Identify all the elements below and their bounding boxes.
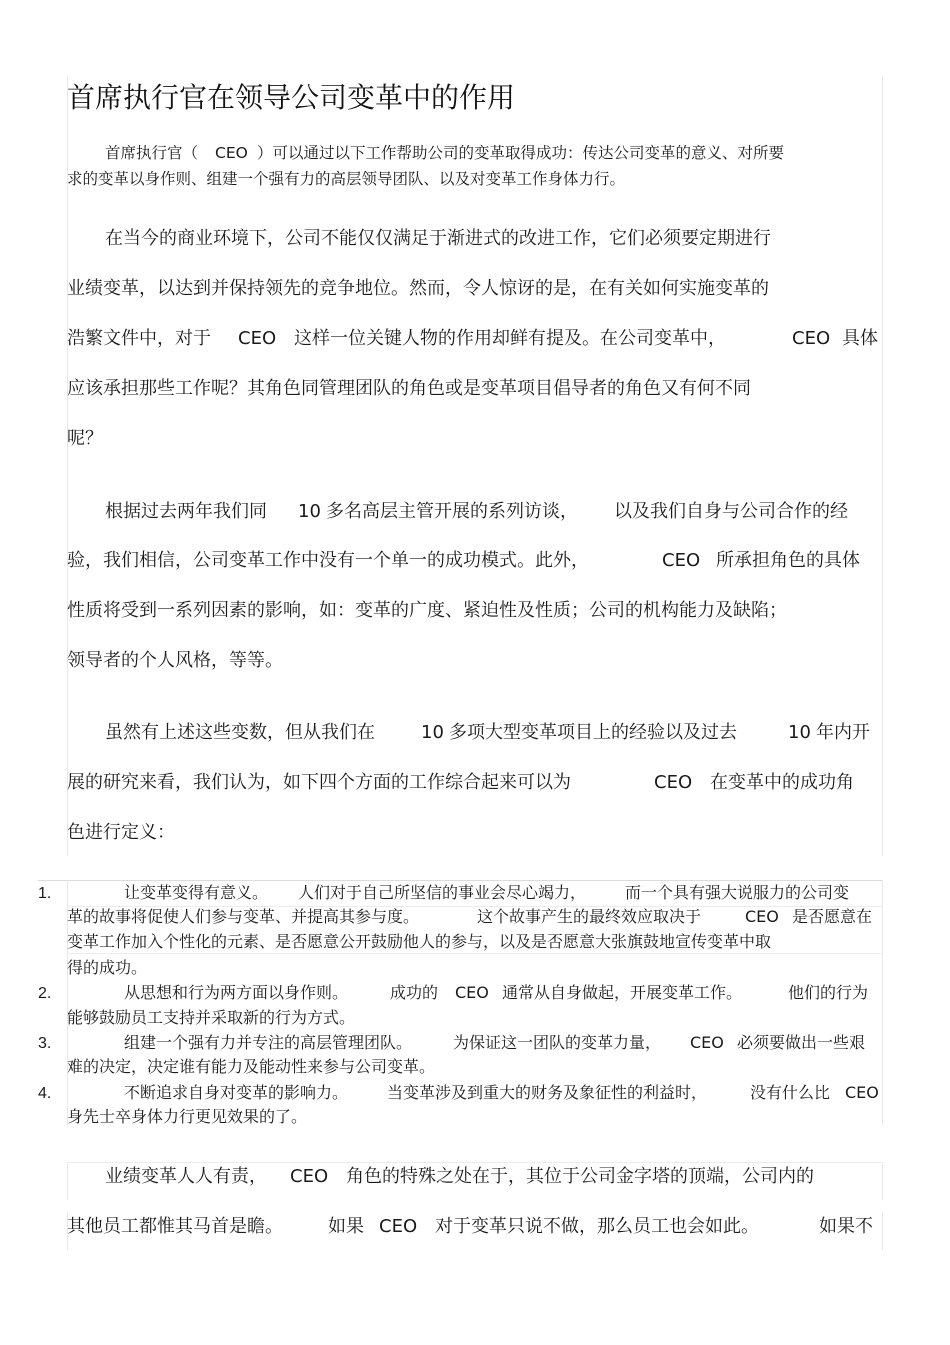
- paragraph-line: 这样一位关键人物的作用却鲜有提及。在公司变革中，: [294, 328, 726, 349]
- list-item-text: 组建一个强有力并专注的高层管理团队。: [124, 1033, 413, 1052]
- paragraph-line: 性质将受到一系列因素的影响，如：变革的广度、紧迫性及性质；公司的机构能力及缺陷；: [67, 600, 787, 621]
- list-item-text: 必须要做出一些艰: [737, 1033, 866, 1052]
- list-number: 3.: [38, 1035, 52, 1052]
- para-rule: [67, 1162, 882, 1163]
- frame-line-left: [67, 1162, 68, 1200]
- paragraph-line: 领导者的个人风格，等等。: [67, 650, 283, 671]
- list-line-right: [882, 880, 883, 1125]
- page-title: 首席执行官在领导公司变革中的作用: [67, 81, 516, 114]
- list-number: 4.: [38, 1085, 52, 1102]
- paragraph-line: 多名高层主管开展的系列访谈，: [326, 501, 578, 522]
- list-item-text: 让变革变得有意义。: [124, 883, 269, 902]
- paragraph-line: 验，我们相信，公司变革工作中没有一个单一的成功模式。此外，: [67, 550, 589, 571]
- paragraph-line: 角色的特殊之处在于，其位于公司金字塔的顶端，公司内的: [346, 1166, 814, 1187]
- list-item-text: 不断追求自身对变革的影响力。: [124, 1083, 349, 1102]
- list-number: 1.: [38, 885, 52, 902]
- list-item-text: 这个故事产生的最终效应取决于: [477, 907, 702, 926]
- paragraph-line: 所承担角色的具体: [716, 550, 860, 571]
- paragraph-line: CEO: [238, 328, 277, 349]
- paragraph-line: CEO: [792, 328, 831, 349]
- list-row-rule: [67, 953, 882, 954]
- paragraph-line: 展的研究来看，我们认为，如下四个方面的工作综合起来可以为: [67, 772, 571, 793]
- paragraph-line: 年内开: [816, 722, 870, 743]
- list-item-text: 为保证这一团队的变革力量，: [453, 1033, 662, 1052]
- paragraph-line: 10: [298, 501, 321, 522]
- list-item-text: 没有什么比: [750, 1083, 831, 1102]
- paragraph-line: 10: [788, 722, 811, 743]
- list-item-text: 变革工作加入个性化的元素、是否愿意公开鼓励他人的参与，以及是否愿意大张旗鼓地宣传变革中取: [67, 932, 772, 951]
- paragraph-line: 呢？: [67, 428, 103, 449]
- list-item-text: 人们对于自己所坚信的事业会尽心竭力，: [298, 883, 587, 902]
- list-item-text: 得的成功。: [67, 958, 148, 977]
- paragraph-line: 色进行定义：: [67, 822, 175, 843]
- paragraph-line: 具体: [842, 328, 878, 349]
- list-item-text: 通常从自身做起，开展变革工作。: [502, 983, 743, 1002]
- list-item-text: 当变革涉及到重大的财务及象征性的利益时，: [387, 1083, 708, 1102]
- list-item-text: 而一个具有强大说服力的公司变: [625, 883, 850, 902]
- list-item-text: CEO: [745, 907, 779, 926]
- list-item-text: 从思想和行为两方面以身作则。: [124, 983, 349, 1002]
- list-item-text: 身先士卒身体力行更见效果的了。: [67, 1107, 308, 1126]
- paragraph-line: 应该承担那些工作呢？其角色同管理团队的角色或是变革项目倡导者的角色又有何不同: [67, 378, 751, 399]
- list-item-text: 是否愿意在: [792, 907, 873, 926]
- paragraph-line: 多项大型变革项目上的经验以及过去: [449, 722, 737, 743]
- list-item-text: 成功的: [390, 983, 439, 1002]
- paragraph-line: 业绩变革人人有责，: [105, 1166, 267, 1187]
- frame-line-right: [882, 1212, 883, 1250]
- paragraph-line: CEO: [662, 550, 701, 571]
- paragraph-line: 其他员工都惟其马首是瞻。: [67, 1216, 283, 1237]
- paragraph-line: 如果: [328, 1216, 364, 1237]
- summary-text: ）可以通过以下工作帮助公司的变革取得成功：传达公司变革的意义、对所要: [257, 144, 785, 162]
- frame-line-left: [67, 76, 68, 856]
- frame-line-right: [882, 1162, 883, 1200]
- paragraph-line: 业绩变革，以达到并保持领先的竞争地位。然而，令人惊讶的是，在有关如何实施变革的: [67, 278, 769, 299]
- paragraph-line: 根据过去两年我们同: [105, 501, 267, 522]
- list-item-text: 难的决定，决定谁有能力及能动性来参与公司变革。: [67, 1057, 436, 1076]
- paragraph-line: CEO: [379, 1216, 418, 1237]
- list-number: 2.: [38, 985, 52, 1002]
- list-item-text: CEO: [455, 983, 489, 1002]
- summary-text: 求的变革以身作则、组建一个强有力的高层领导团队、以及对变革工作身体力行。: [67, 170, 626, 188]
- paragraph-line: 如果不: [819, 1216, 873, 1237]
- summary-text: CEO: [215, 144, 248, 162]
- paragraph-line: 对于变革只说不做，那么员工也会如此。: [435, 1216, 759, 1237]
- paragraph-line: 以及我们自身与公司合作的经: [614, 501, 848, 522]
- summary-text: 首席执行官（: [105, 144, 199, 162]
- paragraph-line: CEO: [654, 772, 693, 793]
- paragraph-line: 在当今的商业环境下，公司不能仅仅满足于渐进式的改进工作，它们必须要定期进行: [105, 228, 771, 249]
- paragraph-line: 浩繁文件中，对于: [67, 328, 211, 349]
- list-top-rule: [38, 880, 883, 881]
- frame-line-right: [882, 76, 883, 856]
- list-item-text: 革的故事将促使人们参与变革、并提高其参与度。: [67, 907, 420, 926]
- list-item-text: CEO: [845, 1083, 879, 1102]
- list-item-text: 能够鼓励员工支持并采取新的行为方式。: [67, 1008, 356, 1027]
- paragraph-line: 10: [421, 722, 444, 743]
- list-item-text: CEO: [690, 1033, 724, 1052]
- paragraph-line: 虽然有上述这些变数，但从我们在: [105, 722, 375, 743]
- paragraph-line: 在变革中的成功角: [710, 772, 854, 793]
- paragraph-line: CEO: [290, 1166, 329, 1187]
- list-item-text: 他们的行为: [788, 983, 869, 1002]
